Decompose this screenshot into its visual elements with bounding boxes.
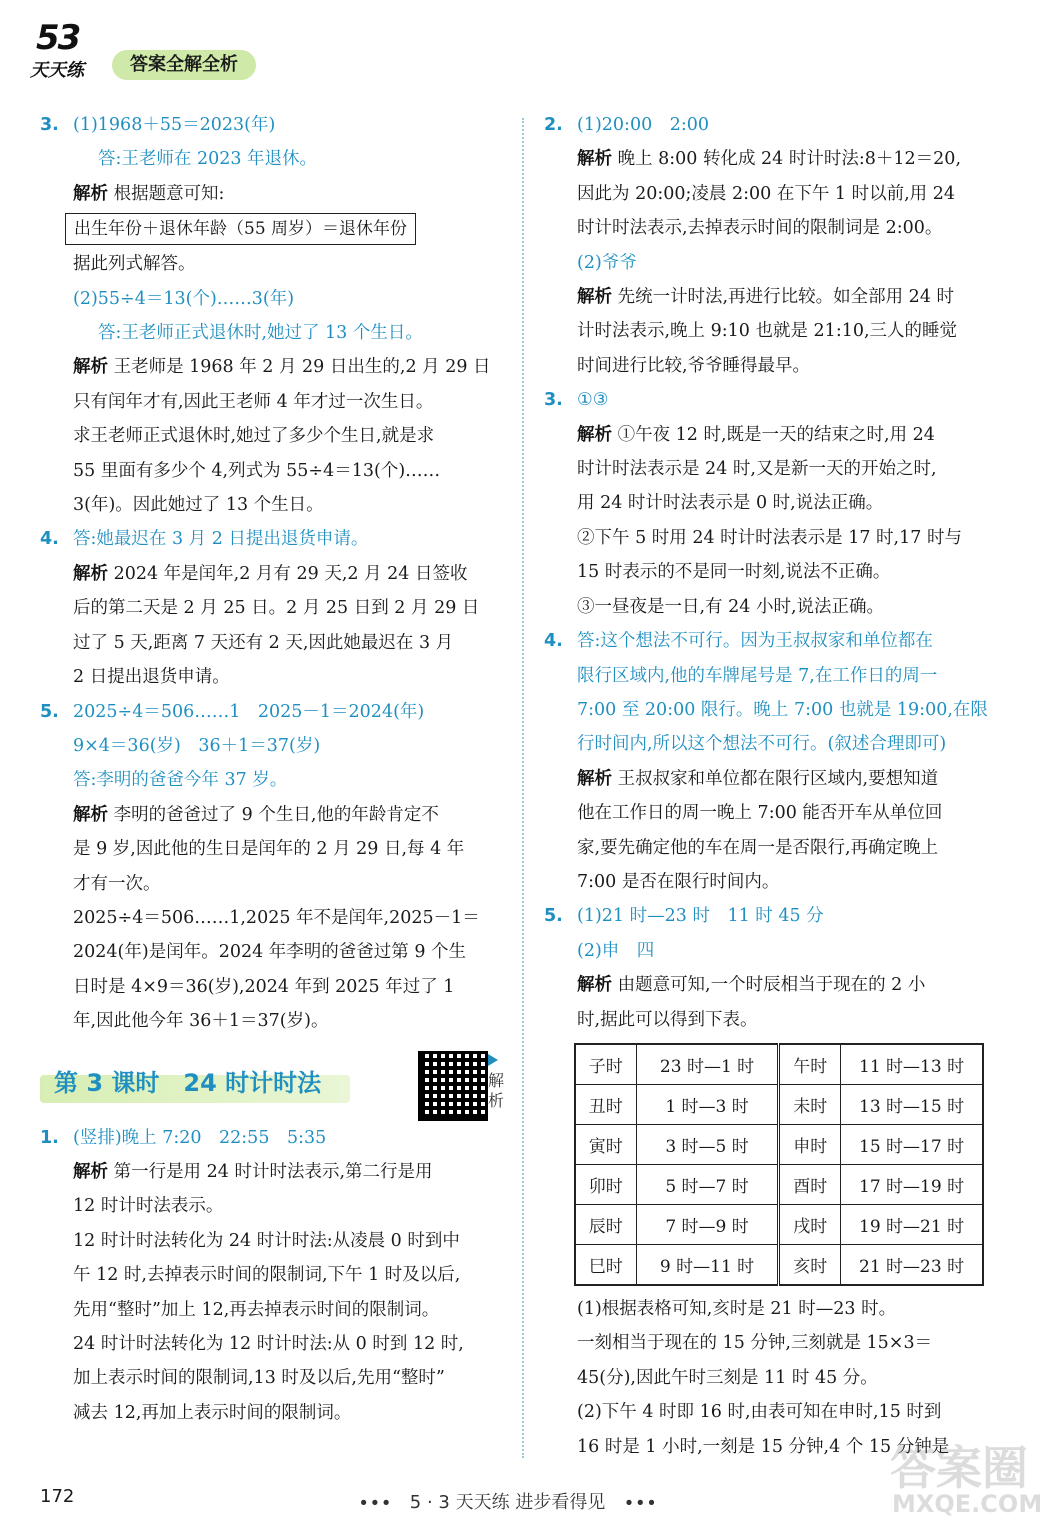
- analysis-label: 解析: [577, 287, 612, 308]
- analysis-label: 解析: [577, 975, 612, 996]
- line-text: (2)爷爷: [577, 252, 637, 273]
- line-text: 时间进行比较,爷爷睡得最早。: [577, 355, 811, 376]
- explanation-line: [544, 211, 984, 245]
- line-text: 先用“整时”加上 12,再去掉表示时间的限制词。: [73, 1299, 440, 1320]
- hour-range-cell: 5 时—7 时: [636, 1164, 779, 1204]
- hour-range-cell: 15 时—17 时: [841, 1124, 983, 1164]
- explanation-line: [544, 486, 984, 520]
- explanation-line: [544, 831, 984, 865]
- explanation-line: [544, 452, 984, 486]
- line-text: 7:00 是否在限行时间内。: [577, 871, 780, 892]
- line-text: 2025÷4＝506……1 2025－1＝2024(年): [73, 701, 425, 722]
- line-text: ②下午 5 时用 24 时计时法表示是 17 时,17 时与: [577, 527, 962, 548]
- footer-slogan: ∙∙∙ 5 · 3 天天练 进步看得见 ∙∙∙: [358, 1492, 658, 1513]
- question-number: 1.: [40, 1127, 59, 1148]
- right-answers: [544, 108, 988, 1037]
- question-number: 5.: [40, 701, 59, 722]
- line-text: 答:她最迟在 3 月 2 日提出退货申请。: [73, 529, 369, 550]
- answer-line: [544, 108, 984, 142]
- lesson-title: 第 3 课时 24 时计时法: [54, 1068, 322, 1097]
- hour-range-cell: 11 时—13 时: [841, 1044, 983, 1085]
- explanation-line: [544, 349, 984, 383]
- page-number: 172: [40, 1486, 75, 1507]
- explanation-line: [40, 350, 491, 384]
- line-text: (1)20:00 2:00: [577, 115, 710, 135]
- analysis-label: 解析: [577, 768, 612, 789]
- hour-range-cell: 3 时—5 时: [636, 1124, 779, 1164]
- answer-line: [40, 729, 480, 763]
- line-text: 午 12 时,去掉表示时间的限制词,下午 1 时及以后,: [73, 1265, 461, 1286]
- explanation-line: [40, 1361, 480, 1395]
- left-column: [40, 108, 505, 1430]
- section-badge: 答案全解全析: [112, 50, 256, 80]
- line-text: 7:00 至 20:00 限行。晚上 7:00 也就是 19:00,在限: [577, 699, 988, 720]
- line-text: (1)1968＋55＝2023(年): [73, 115, 276, 135]
- left-answers: [40, 108, 491, 1039]
- table-row: [575, 1204, 983, 1244]
- explanation-line: [544, 1395, 984, 1429]
- shichen-name-cell: 寅时: [575, 1124, 636, 1164]
- explanation-line: [40, 832, 480, 866]
- line-text: 后的第二天是 2 月 25 日。2 月 25 日到 2 月 29 日: [73, 598, 480, 619]
- answer-line: [544, 727, 984, 761]
- column-divider: [522, 118, 524, 1458]
- shichen-name-cell: 辰时: [575, 1204, 636, 1244]
- explanation-line: [40, 867, 480, 901]
- explanation-line: [40, 591, 480, 625]
- line-text: 12 时计时法表示。: [73, 1196, 224, 1217]
- explanation-line: [544, 521, 984, 555]
- answer-line: [40, 316, 480, 350]
- shichen-name-cell: 卯时: [575, 1164, 636, 1204]
- formula-box-row: [40, 211, 480, 247]
- question-number: 3.: [40, 115, 59, 135]
- shichen-name-cell: 巳时: [575, 1244, 636, 1285]
- line-text: 一刻相当于现在的 15 分钟,三刻就是 15×3＝: [577, 1333, 933, 1354]
- explanation-line: [40, 1224, 480, 1258]
- explanation-line: [40, 901, 480, 935]
- answer-line: [40, 108, 480, 142]
- line-text: 2024(年)是闰年。2024 年李明的爸爸过第 9 个生: [73, 942, 467, 963]
- line-text: 45(分),因此午时三刻是 11 时 45 分。: [577, 1367, 878, 1388]
- line-text: 用 24 时计时法表示是 0 时,说法正确。: [577, 493, 884, 514]
- explanation-line: [40, 247, 480, 281]
- explanation-line: [544, 1003, 984, 1037]
- table-row: [575, 1244, 983, 1285]
- hour-range-cell: 13 时—15 时: [841, 1084, 983, 1124]
- line-text: 时计时法表示,去掉表示时间的限制词是 2:00。: [577, 218, 943, 239]
- question-number: 5.: [544, 906, 563, 927]
- shichen-name-cell: 午时: [779, 1044, 841, 1085]
- line-text: 时计时法表示是 24 时,又是新一天的开始之时,: [577, 459, 937, 480]
- hour-range-cell: 17 时—19 时: [841, 1164, 983, 1204]
- explanation-line: [544, 865, 984, 899]
- line-text: ①午夜 12 时,既是一天的结束之时,用 24: [612, 424, 935, 445]
- answer-line: [40, 522, 480, 556]
- explanation-line: [40, 1189, 480, 1223]
- explanation-line: [544, 968, 984, 1002]
- explanation-line: [40, 970, 480, 1004]
- line-text: (1)21 时—23 时 11 时 45 分: [577, 906, 824, 927]
- table-row: [575, 1124, 983, 1164]
- explanation-line: [544, 142, 984, 176]
- hour-range-cell: 19 时—21 时: [841, 1204, 983, 1244]
- explanation-line: [544, 314, 984, 348]
- line-text: (2)下午 4 时即 16 时,由表可知在申时,15 时到: [577, 1402, 942, 1423]
- line-text: 答:李明的爸爸今年 37 岁。: [73, 770, 288, 791]
- explanation-line: [40, 1327, 480, 1361]
- answer-line: [544, 246, 984, 280]
- line-text: 李明的爸爸过了 9 个生日,他的年龄肯定不: [108, 804, 439, 825]
- line-text: 只有闰年才有,因此王老师 4 年才过一次生日。: [73, 391, 434, 412]
- line-text: 答:王老师在 2023 年退休。: [98, 149, 318, 170]
- explanation-line: [544, 1361, 984, 1395]
- watermark-text: 答案圈: [890, 1441, 1028, 1495]
- analysis-label: 解析: [73, 563, 108, 584]
- analysis-label: 解析: [577, 149, 612, 170]
- question-number: 3.: [544, 390, 563, 411]
- explanation-line: [544, 280, 984, 314]
- explanation-line: [40, 626, 480, 660]
- explanation-line: [40, 660, 480, 694]
- explanation-line: [544, 418, 984, 452]
- analysis-label: 解析: [73, 357, 108, 378]
- formula-box: 出生年份＋退休年龄（55 周岁）＝退休年份: [65, 213, 416, 245]
- question-number: 4.: [544, 631, 563, 652]
- play-icon: [488, 1054, 498, 1066]
- explanation-line: [40, 177, 480, 211]
- line-text: 减去 12,再加上表示时间的限制词。: [73, 1402, 352, 1423]
- line-text: 15 时表示的不是同一时刻,说法不正确。: [577, 562, 891, 583]
- line-text: 据此列式解答。: [73, 254, 196, 275]
- explanation-line: [40, 488, 480, 522]
- line-text: 晚上 8:00 转化成 24 时计时法:8＋12＝20,: [612, 149, 962, 170]
- line-text: ①③: [577, 390, 609, 411]
- explanation-line: [40, 798, 480, 832]
- line-text: 加上表示时间的限制词,13 时及以后,先用“整时”: [73, 1368, 445, 1389]
- line-text: 9×4＝36(岁) 36＋1＝37(岁): [73, 735, 321, 756]
- shichen-name-cell: 戌时: [779, 1204, 841, 1244]
- qr-label: [488, 1051, 508, 1111]
- shichen-table: [574, 1043, 984, 1286]
- explanation-line: [40, 385, 480, 419]
- answer-line: [40, 282, 480, 316]
- hour-range-cell: 1 时—3 时: [636, 1084, 779, 1124]
- line-text: 16 时是 1 小时,一刻是 15 分钟,4 个 15 分钟是: [577, 1436, 950, 1457]
- line-text: 24 时计时法转化为 12 时计时法:从 0 时到 12 时,: [73, 1334, 464, 1354]
- lesson-answers: [40, 1121, 480, 1431]
- qr-label-text: 解析: [488, 1070, 505, 1110]
- analysis-label: 解析: [73, 183, 108, 204]
- line-text: 2 日提出退货申请。: [73, 667, 230, 688]
- line-text: 根据题意可知:: [108, 183, 225, 204]
- line-text: 是 9 岁,因此他的生日是闰年的 2 月 29 日,每 4 年: [73, 839, 465, 860]
- shichen-name-cell: 酉时: [779, 1164, 841, 1204]
- line-text: 求王老师正式退休时,她过了多少个生日,就是求: [73, 426, 435, 447]
- line-text: 年,因此他今年 36＋1＝37(岁)。: [73, 1011, 329, 1032]
- explanation-line: [40, 1293, 480, 1327]
- explanation-line: [544, 796, 984, 830]
- line-text: 才有一次。: [73, 873, 161, 894]
- shichen-name-cell: 子时: [575, 1044, 636, 1085]
- line-text: 第一行是用 24 时计时法表示,第二行是用: [108, 1161, 433, 1182]
- line-text: 王老师是 1968 年 2 月 29 日出生的,2 月 29 日: [108, 357, 491, 378]
- shichen-name-cell: 未时: [779, 1084, 841, 1124]
- answer-line: [40, 142, 480, 176]
- line-text: (2)55÷4＝13(个)……3(年): [73, 288, 295, 309]
- explanation-line: [40, 1155, 480, 1189]
- answer-line: [544, 899, 984, 933]
- line-text: 时,据此可以得到下表。: [577, 1009, 758, 1030]
- answer-line: [40, 695, 480, 729]
- line-text: 2025÷4＝506……1,2025 年不是闰年,2025－1＝: [73, 907, 480, 928]
- question-number: 4.: [40, 529, 59, 550]
- explanation-line: [40, 935, 480, 969]
- hour-range-cell: 21 时—23 时: [841, 1244, 983, 1285]
- explanation-line: [544, 177, 984, 211]
- line-text: 由题意可知,一个时辰相当于现在的 2 小: [612, 975, 926, 996]
- line-text: (2)申 四: [577, 940, 655, 961]
- answer-line: [544, 693, 988, 727]
- watermark-url: MXQE.COM: [892, 1490, 1043, 1518]
- explanation-line: [40, 454, 480, 488]
- line-text: 日时是 4×9＝36(岁),2024 年到 2025 年过了 1: [73, 976, 455, 997]
- page-header: [22, 14, 422, 94]
- brand-logo: [22, 18, 112, 88]
- explanation-line: [544, 1326, 984, 1360]
- lesson-heading: [40, 1051, 505, 1121]
- line-text: (竖排)晚上 7:20 22:55 5:35: [73, 1127, 327, 1148]
- explanation-line: [40, 1004, 480, 1038]
- line-text: 过了 5 天,距离 7 天还有 2 天,因此她最迟在 3 月: [73, 632, 454, 653]
- line-text: 他在工作日的周一晚上 7:00 能否开车从单位回: [577, 803, 943, 824]
- line-text: 12 时计时法转化为 24 时计时法:从凌晨 0 时到中: [73, 1230, 460, 1251]
- line-text: 答:这个想法不可行。因为王叔叔家和单位都在: [577, 631, 933, 652]
- shichen-name-cell: 亥时: [779, 1244, 841, 1285]
- table-row: [575, 1164, 983, 1204]
- line-text: ③一昼夜是一日,有 24 小时,说法正确。: [577, 596, 885, 617]
- line-text: 行时间内,所以这个想法不可行。(叙述合理即可): [577, 734, 947, 755]
- table-row: [575, 1084, 983, 1124]
- answer-line: [544, 934, 984, 968]
- logo-text: 天天练: [30, 60, 84, 81]
- analysis-label: 解析: [577, 424, 612, 445]
- explanation-line: [40, 1258, 480, 1292]
- watermark-logo: [880, 1432, 1043, 1528]
- line-text: 先统一计时法,再进行比较。如全部用 24 时: [612, 287, 955, 308]
- line-text: 3(年)。因此她过了 13 个生日。: [73, 495, 324, 516]
- hour-range-cell: 7 时—9 时: [636, 1204, 779, 1244]
- line-text: (1)根据表格可知,亥时是 21 时—23 时。: [577, 1298, 897, 1319]
- line-text: 王叔叔家和单位都在限行区域内,要想知道: [612, 768, 939, 789]
- logo-number: 53: [36, 18, 80, 58]
- explanation-line: [40, 419, 480, 453]
- table-row: [575, 1044, 983, 1085]
- hour-range-cell: 9 时—11 时: [636, 1244, 779, 1285]
- line-text: 限行区域内,他的车牌尾号是 7,在工作日的周一: [577, 665, 938, 686]
- line-text: 55 里面有多少个 4,列式为 55÷4＝13(个)……: [73, 460, 441, 481]
- shichen-name-cell: 申时: [779, 1124, 841, 1164]
- answer-line: [40, 1121, 480, 1155]
- line-text: 2024 年是闰年,2 月有 29 天,2 月 24 日签收: [108, 563, 468, 584]
- answer-line: [544, 383, 984, 417]
- line-text: 因此为 20:00;凌晨 2:00 在下午 1 时以前,用 24: [577, 183, 955, 204]
- line-text: 家,要先确定他的车在周一是否限行,再确定晚上: [577, 837, 939, 858]
- answer-line: [544, 624, 984, 658]
- explanation-line: [544, 590, 984, 624]
- right-column: [544, 108, 988, 1464]
- hour-range-cell: 23 时—1 时: [636, 1044, 779, 1085]
- explanation-line: [40, 1396, 480, 1430]
- line-text: 计时法表示,晚上 9:10 也就是 21:10,三人的睡觉: [577, 321, 958, 342]
- shichen-name-cell: 丑时: [575, 1084, 636, 1124]
- qr-code-icon[interactable]: [418, 1051, 488, 1121]
- analysis-label: 解析: [73, 804, 108, 825]
- explanation-line: [544, 555, 984, 589]
- line-text: 答:王老师正式退休时,她过了 13 个生日。: [98, 323, 423, 344]
- explanation-line: [544, 1292, 984, 1326]
- analysis-label: 解析: [73, 1161, 108, 1182]
- question-number: 2.: [544, 115, 563, 135]
- answer-line: [40, 763, 480, 797]
- answer-line: [544, 659, 984, 693]
- explanation-line: [40, 557, 480, 591]
- explanation-line: [544, 762, 984, 796]
